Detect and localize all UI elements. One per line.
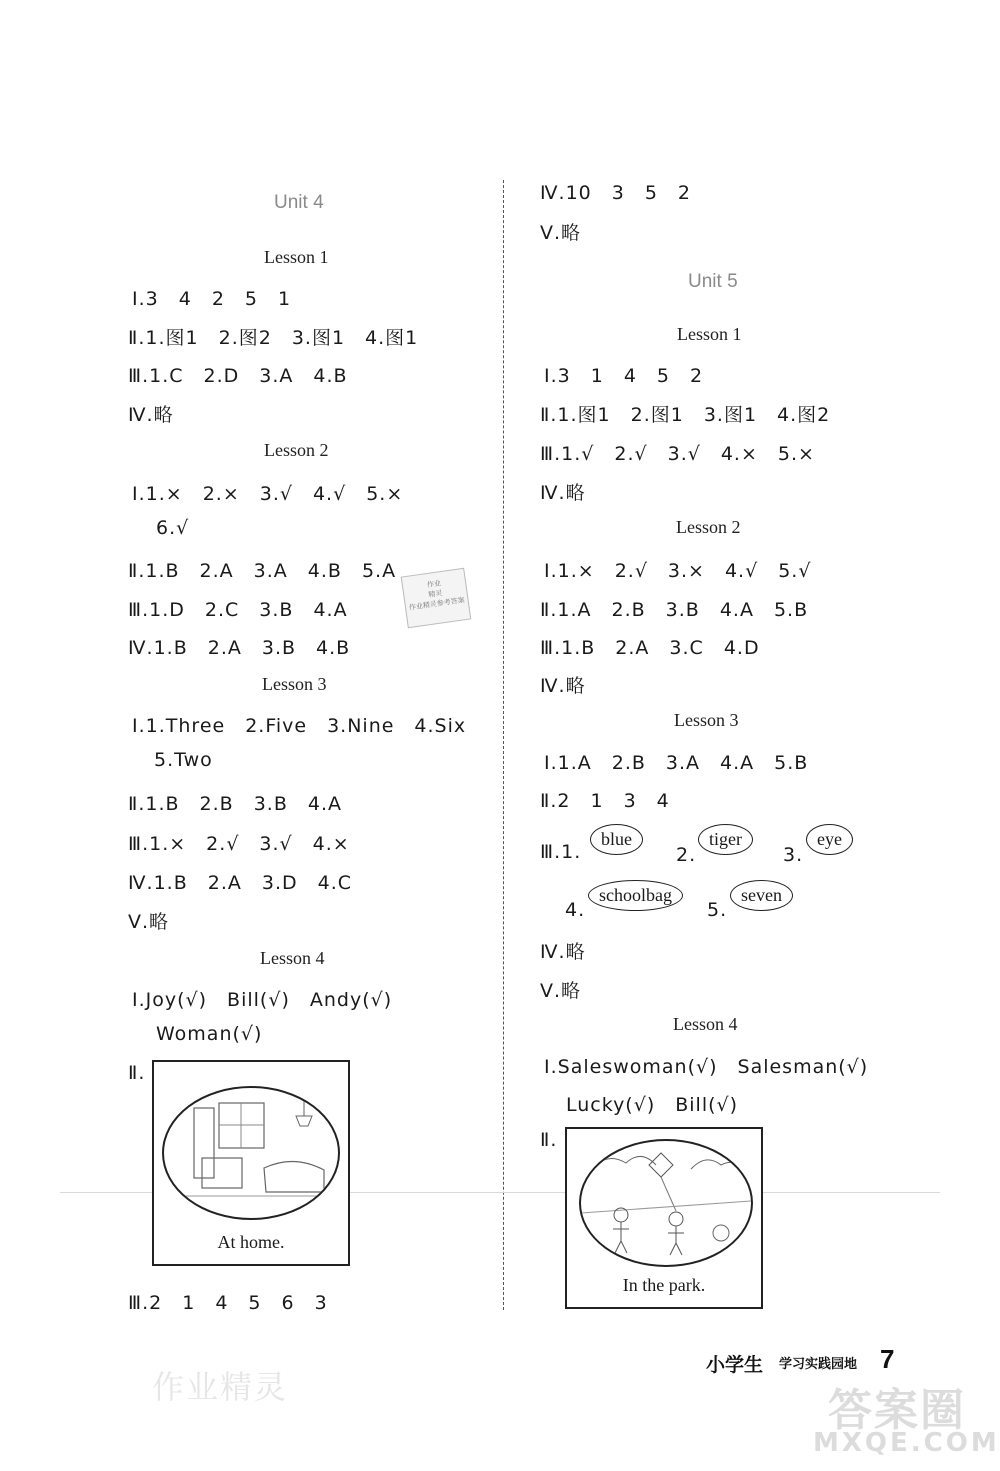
answer-line: Ⅰ.1.× 2.× 3.√ 4.√ 5.× (132, 483, 404, 505)
circled-word: seven (730, 880, 793, 911)
answer-line: Ⅰ.3 4 2 5 1 (132, 288, 292, 310)
answer-line: Ⅳ.1.B 2.A 3.D 4.C (128, 872, 353, 894)
answer-line: Ⅳ.10 3 5 2 (540, 182, 692, 204)
footer-brand: 小学生 (706, 1354, 764, 1376)
answer-line: Ⅳ.略 (540, 675, 586, 697)
answer-line: Ⅰ.3 1 4 5 2 (544, 365, 704, 387)
answer-line: 5.Two (154, 749, 213, 771)
circled-word: schoolbag (588, 880, 683, 911)
watermark-logo: 答案圈 (828, 1385, 966, 1436)
answer-line: Ⅱ.1.B 2.A 3.A 4.B 5.A (128, 560, 397, 582)
answer-line: Ⅱ.1.B 2.B 3.B 4.A (128, 793, 343, 815)
lesson-title: Lesson 2 (264, 440, 329, 460)
answer-line: Ⅲ.1.D 2.C 3.B 4.A (128, 599, 348, 621)
answer-label: Ⅱ. (128, 1062, 146, 1084)
answer-line: Ⅲ.1.√ 2.√ 3.√ 4.× 5.× (540, 443, 815, 465)
answer-line: Ⅳ.1.B 2.A 3.B 4.B (128, 637, 351, 659)
picture-caption: In the park. (622, 1275, 706, 1295)
answer-line: Ⅱ.1.图1 2.图2 3.图1 4.图1 (128, 327, 419, 349)
picture-box-in-the-park (565, 1127, 763, 1309)
circled-word: eye (806, 824, 853, 855)
answer-line: Woman(√) (156, 1023, 263, 1045)
answer-line: Ⅰ.1.Three 2.Five 3.Nine 4.Six (132, 715, 467, 737)
picture-box-at-home (152, 1060, 350, 1266)
answer-label: Ⅱ. (540, 1129, 558, 1151)
answer-line: Ⅰ.Saleswoman(√) Salesman(√) (544, 1056, 869, 1078)
answer-line: Ⅰ.Joy(√) Bill(√) Andy(√) (132, 989, 393, 1011)
answer-line: Ⅴ.略 (540, 222, 582, 244)
answer-number: 2. (676, 844, 697, 866)
unit-4-title: Unit 4 (274, 192, 324, 213)
circled-word: blue (590, 824, 643, 855)
answer-line: Ⅲ.2 1 4 5 6 3 (128, 1292, 328, 1314)
answer-line: Ⅳ.略 (540, 941, 586, 963)
stamp-logo: 作业 精灵 作业精灵参考答案 (401, 568, 472, 628)
answer-line: Ⅴ.略 (128, 911, 170, 933)
lesson-title: Lesson 4 (260, 948, 325, 968)
lesson-title: Lesson 4 (673, 1014, 738, 1034)
watermark-text: 作业精灵 (152, 1368, 289, 1406)
answer-line: Ⅱ.1.A 2.B 3.B 4.A 5.B (540, 599, 809, 621)
answer-number: 3. (783, 844, 804, 866)
answer-label: Ⅲ.1. (540, 841, 582, 863)
circled-word: tiger (698, 824, 753, 855)
answer-line: Ⅲ.1.× 2.√ 3.√ 4.× (128, 833, 350, 855)
footer-subtitle: 学习实践园地 (779, 1357, 858, 1372)
answer-line: Ⅳ.略 (128, 404, 174, 426)
answer-line: Ⅳ.略 (540, 482, 586, 504)
home-illustration (162, 1086, 340, 1220)
park-illustration (579, 1139, 753, 1267)
page-number: 7 (880, 1344, 895, 1374)
answer-line: Ⅴ.略 (540, 980, 582, 1002)
unit-5-title: Unit 5 (688, 271, 738, 292)
lesson-title: Lesson 1 (264, 247, 329, 267)
answer-line: Ⅱ.2 1 3 4 (540, 790, 670, 812)
answer-number: 5. (707, 899, 728, 921)
lesson-title: Lesson 2 (676, 517, 741, 537)
watermark-url: MXQE.COM (813, 1428, 1000, 1458)
answer-line: 6.√ (156, 517, 190, 539)
picture-caption: At home. (217, 1232, 285, 1252)
lesson-title: Lesson 1 (677, 324, 742, 344)
answer-line: Ⅰ.1.A 2.B 3.A 4.A 5.B (544, 752, 809, 774)
answer-line: Ⅲ.1.C 2.D 3.A 4.B (128, 365, 348, 387)
answer-line: Ⅱ.1.图1 2.图1 3.图1 4.图2 (540, 404, 831, 426)
column-divider (503, 180, 504, 1310)
answer-line: Ⅲ.1.B 2.A 3.C 4.D (540, 637, 760, 659)
lesson-title: Lesson 3 (674, 710, 739, 730)
answer-line: Ⅰ.1.× 2.√ 3.× 4.√ 5.√ (544, 560, 812, 582)
lesson-title: Lesson 3 (262, 674, 327, 694)
answer-line: Lucky(√) Bill(√) (566, 1094, 739, 1116)
answer-number: 4. (565, 899, 586, 921)
